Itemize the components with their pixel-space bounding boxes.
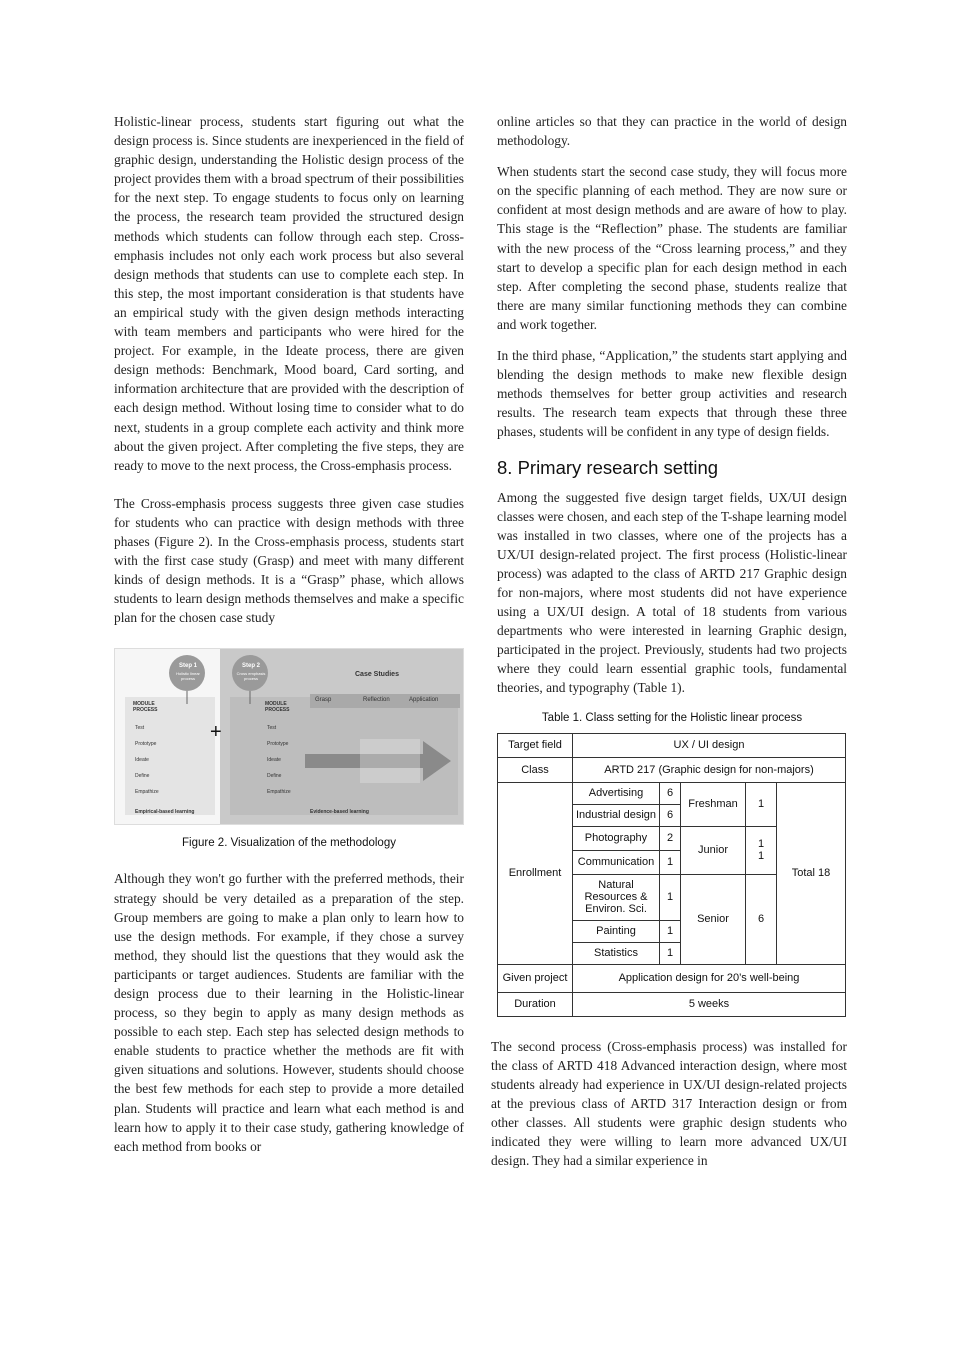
duration-value: 5 weeks <box>573 992 846 1016</box>
module-process-label: MODULE PROCESS <box>265 701 290 714</box>
dept-count: 6 <box>660 782 681 804</box>
dept-count: 2 <box>660 826 681 850</box>
step-empathize: Empathize <box>267 789 291 796</box>
target-field-label: Target field <box>498 733 573 757</box>
dept-name: Statistics <box>573 942 660 964</box>
body-paragraph: online articles so that they can practice in the world of design methodology. <box>497 114 847 149</box>
step2-label: Step 2 <box>241 663 260 670</box>
freshman-count: 1 <box>746 782 777 826</box>
dept-name: Painting <box>573 920 660 942</box>
dept-name: Photography <box>573 826 660 850</box>
body-paragraph: In the third phase, “Application,” the students start applying and blending the design methods to make new flexible design methods themselves for better group activities and research results. The research team expects that through these three phases, students will be confident in any type of design fields. <box>497 348 847 440</box>
class-setting-table <box>497 733 846 1017</box>
plus-icon: + <box>210 721 222 744</box>
methodology-diagram <box>115 649 463 824</box>
senior-label: Senior <box>681 874 746 964</box>
dept-count: 1 <box>660 874 681 920</box>
dept-name: Advertising <box>573 782 660 804</box>
dept-count: 1 <box>660 942 681 964</box>
step-define: Define <box>135 773 150 780</box>
empirical-panel <box>125 697 215 815</box>
freshman-label: Freshman <box>681 782 746 826</box>
dept-count: 1 <box>660 920 681 942</box>
dept-name: Industrial design <box>573 804 660 826</box>
given-project-value: Application design for 20’s well-being <box>573 964 846 992</box>
empirical-label: Empirical-based learning <box>135 809 195 816</box>
step2-sub: Cross emphasis process <box>236 671 266 682</box>
class-value: ARTD 217 (Graphic design for non-majors) <box>573 757 846 782</box>
class-label: Class <box>498 757 573 782</box>
total-cell: Total 18 <box>777 782 846 964</box>
body-paragraph: The Cross-emphasis process suggests three given case studies for students who can practice with design methods with three phases (Figure 2). In the Cross-emphasis process, students start with the first case study (Grasp) and meet with many different kinds of design methods. It is a “Grasp” phase, which allows students to learn design methods themselves and make a specific plan for the chosen case study <box>114 495 464 626</box>
application-label: Application <box>409 697 439 704</box>
step-ideate: Ideate <box>267 757 281 764</box>
body-paragraph: The second process (Cross-emphasis process) was installed for the class of ARTD 418 Advanced interaction design, where most students already had experience in UX/UI design-related projects at the previous class of ARTD 317 Interaction design or from other classes. All students were graphic design students who indicated they were willing to learn more advanced UX/UI design. They had a similar experience in <box>491 1038 847 1169</box>
step-ideate: Ideate <box>135 757 149 764</box>
dept-name: Natural Resources & Environ. Sci. <box>573 874 660 920</box>
junior-counts <box>746 826 777 874</box>
step1-label: Step 1 <box>178 663 197 670</box>
enrollment-label: Enrollment <box>498 782 573 964</box>
given-project-label: Given project <box>498 964 573 992</box>
target-field-value: UX / UI design <box>573 733 846 757</box>
dept-name: Communication <box>573 850 660 874</box>
step-test: Test <box>267 725 277 732</box>
body-paragraph: Holistic-linear process, students start figuring out what the design process is. Since students are inexperienced in the field of graphic design, understanding the Holistic design process of the project provides them with a broad spectrum of their possibilities for the next step. To engage students to focus only on learning the process, the research team provided the structured design methods which students can follow through each step. Cross-emphasis includes not only each work process but also several design methods that students can use to complete each step. In this step, the most important consideration is that students have an empirical study with the given design methods interacting with team members and participants who were hired for the project. For example, in the Ideate process, there are given design methods: Benchmark, Mood board, Card sorting, and information architecture that are provided with the description of each design method. Without losing time to consider what to do next, students in a group complete each activity and think more about the given project. After completing the five steps, they are ready to move to the next process, the Cross-emphasis process. <box>114 114 464 473</box>
duration-label: Duration <box>498 992 573 1016</box>
section-heading: 8. Primary research setting <box>497 456 719 478</box>
reflection-label: Reflection <box>363 697 390 704</box>
table-caption: Table 1. Class setting for the Holistic linear process <box>541 711 803 724</box>
step-prototype: Prototype <box>267 741 289 748</box>
methodology-figure <box>114 648 464 825</box>
case-studies-label: Case Studies <box>355 671 399 679</box>
junior-count: 1 <box>757 838 765 851</box>
step-define: Define <box>267 773 282 780</box>
grasp-label: Grasp <box>315 697 332 704</box>
senior-count: 6 <box>746 874 777 964</box>
body-paragraph: Although they won't go further with the preferred methods, their strategy should be very detailed as a preparation of the step. Group members are going to make a plan only to learn how to use the design methods. For example, if they chose a survey method, they should list the questions that they would ask the participants or target audiences. Students are familiar with the design process due to their learning in the Holistic-linear process, so they begin to apply as many design methods as possible to each step. Each step has selected design methods to enable students to practice whether the methods are fit with given situations and solutions. However, students should choose the best few methods for each step to provide a more detailed plan. Students will practice and learn what each method is and learn how to apply it to their case study, gathering knowledge of each method from books or <box>114 871 464 1154</box>
evidence-label: Evidence-based learning <box>310 809 369 816</box>
junior-label: Junior <box>681 826 746 874</box>
module-process-label: MODULE PROCESS <box>133 701 158 714</box>
step-empathize: Empathize <box>135 789 159 796</box>
body-paragraph: Among the suggested five design target fields, UX/UI design classes were chosen, and each step of the T-shape learning model was installed in two classes, where one of the projects has a UX/UI design-related project. The first process (Holistic-linear process) was adapted to the class of ARTD 217 Graphic design for non-majors, where most students did not have experience using a UX/UI design. A total of 18 students from various departments who were interested in learning Graphic design, participated in the project. Previously, students had two projects where they could learn essential graphic tools, fundamental theories, and typography (Table 1). <box>497 489 847 696</box>
junior-count: 1 <box>757 850 765 863</box>
step-test: Test <box>135 725 145 732</box>
step-prototype: Prototype <box>135 741 157 748</box>
dept-count: 1 <box>660 850 681 874</box>
dept-count: 6 <box>660 804 681 826</box>
step1-sub: Holistic linear process <box>176 671 200 682</box>
right-column <box>491 112 847 1170</box>
body-paragraph: When students start the second case study, they will focus more on the specific planning of each method. They are now sure or confident at most design methods and are aware of how to play. This stage is the “Reflection” phase. The students are familiar with the new process of the “Cross learning process,” and they start to develop a specific plan for each design method in each step. After completing the second phase, students realize that there are many similar functioning methods they can combine and work together. <box>497 164 847 332</box>
left-column <box>114 112 464 1156</box>
figure-caption: Figure 2. Visualization of the methodology <box>182 837 396 850</box>
